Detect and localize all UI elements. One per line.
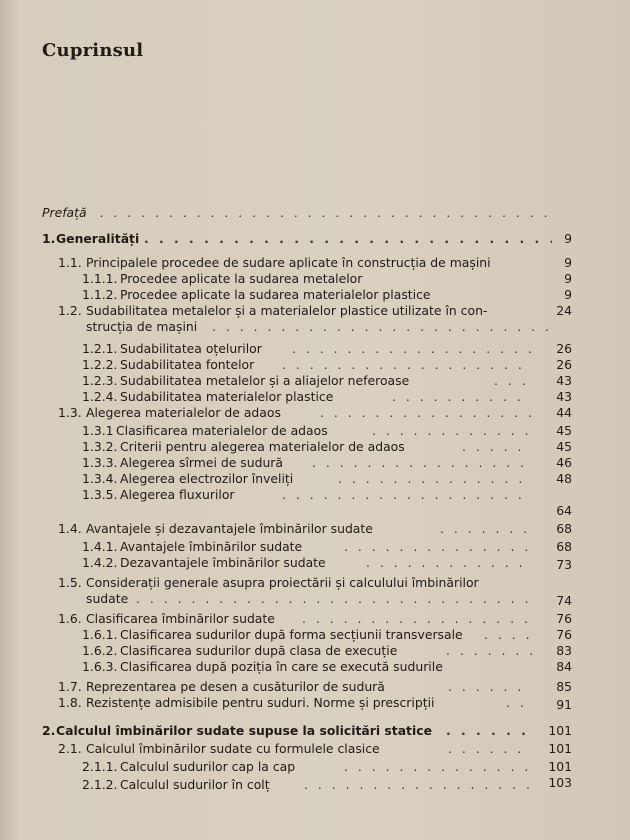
toc-entry-text: Calculul îmbinărilor sudate supuse la solicitări statice <box>56 723 432 738</box>
toc-entry-number: 1.6.3. <box>82 659 118 674</box>
toc-leader-dots <box>344 758 532 775</box>
toc-entry-number: 1.2.3. <box>82 373 118 388</box>
toc-entry-1-3-5 <box>82 486 532 503</box>
toc-entry-1-3-3 <box>82 454 532 471</box>
toc-leader-dots <box>282 486 532 503</box>
toc-entry-1-2-continued <box>86 318 548 335</box>
toc-entry-1-2-3 <box>82 372 532 389</box>
toc-entry-text: Sudabilitatea fontelor <box>120 357 255 372</box>
toc-entry-number: 1.2.1. <box>82 341 118 356</box>
toc-entry-text: Principalele procedee de sudare aplicate în construcția de mașini <box>86 255 491 270</box>
toc-page-number: 26 <box>556 357 572 372</box>
toc-entry-text: strucția de mașini <box>86 319 198 334</box>
toc-entry-text: Sudabilitatea metalelor și a materialelor plastice utilizate în con- <box>86 303 488 318</box>
toc-page-number: 45 <box>556 439 572 454</box>
toc-leader-dots <box>304 776 532 793</box>
toc-entry-number: 1.6.2. <box>82 643 118 658</box>
toc-entry-number: 1.3.2. <box>82 439 118 454</box>
toc-page-number: 101 <box>548 723 572 738</box>
toc-entry-1-2-4 <box>82 388 532 405</box>
toc-entry-1-5 <box>58 574 548 591</box>
toc-entry-1-1-1 <box>82 270 548 287</box>
toc-page-number: 43 <box>556 373 572 388</box>
toc-leader-dots <box>144 230 552 247</box>
toc-leader-dots <box>344 538 532 555</box>
toc-entry-text: Rezistențe admisibile pentru suduri. Norme și prescripții <box>86 695 435 710</box>
toc-page-number: 26 <box>556 341 572 356</box>
toc-entry-text: Alegerea sîrmei de sudură <box>120 455 283 470</box>
toc-leader-dots <box>440 520 532 537</box>
toc-page-number: 83 <box>556 643 572 658</box>
toc-entry-1-5-continued <box>86 590 532 607</box>
toc-entry-number: 1.3.3. <box>82 455 118 470</box>
toc-entry-number: 1.1. <box>58 255 82 270</box>
toc-page-number: 84 <box>556 659 572 674</box>
toc-entry-1-6-2 <box>82 642 532 659</box>
toc-entry-text: Alegerea fluxurilor <box>120 487 235 502</box>
toc-page-number: 68 <box>556 539 572 554</box>
toc-entry-1-1 <box>58 254 548 271</box>
toc-leader-dots <box>446 722 532 739</box>
toc-entry-1-6-3 <box>82 658 532 675</box>
toc-page-number: 76 <box>556 627 572 642</box>
toc-entry-1-2-2 <box>82 356 532 373</box>
toc-entry-number: 1.1.1. <box>82 271 118 286</box>
toc-page-number: 9 <box>564 231 572 246</box>
toc-entry-text: Dezavantajele îmbinărilor sudate <box>120 555 326 570</box>
toc-entry-text: Sudabilitatea materialelor plastice <box>120 389 334 404</box>
toc-entry-number: 1.6.1. <box>82 627 118 642</box>
toc-page-number: 24 <box>556 303 572 318</box>
toc-page-number: 64 <box>556 503 572 518</box>
toc-entry-number: 1.3.5. <box>82 487 118 502</box>
toc-leader-dots <box>100 204 552 221</box>
toc-leader-dots <box>302 610 532 627</box>
toc-entry-1-4 <box>58 520 532 537</box>
toc-entry-1-1-2 <box>82 286 548 303</box>
toc-entry-text: Calculul sudurilor cap la cap <box>120 759 296 774</box>
toc-entry-number: 1.7. <box>58 679 82 694</box>
toc-page-number: 9 <box>564 287 572 302</box>
toc-entry-number: 1.3.4. <box>82 471 118 486</box>
toc-leader-dots <box>448 740 532 757</box>
toc-entry-2-1-2 <box>82 776 532 793</box>
toc-entry-text: Clasificarea materialelor de adaos <box>116 423 328 438</box>
toc-entry-text: Sudabilitatea oțelurilor <box>120 341 262 356</box>
toc-entry-text: Procedee aplicate la sudarea metalelor <box>120 271 363 286</box>
toc-entry-text: Criterii pentru alegerea materialelor de adaos <box>120 439 405 454</box>
toc-page-number: 45 <box>556 423 572 438</box>
page-title: Cuprinsul <box>42 40 144 61</box>
toc-entry-1-3 <box>58 404 532 421</box>
toc-page-number: 43 <box>556 389 572 404</box>
toc-page-number: 9 <box>564 255 572 270</box>
toc-entry-number: 2.1. <box>58 741 82 756</box>
toc-entry-number: 1.6. <box>58 611 82 626</box>
toc-entry-text: sudate <box>86 591 129 606</box>
toc-page-number: 101 <box>548 759 572 774</box>
toc-entry-number: 1.2. <box>58 303 82 318</box>
toc-entry-1-3-1 <box>82 422 532 439</box>
toc-entry-number: 1.3.1 <box>82 423 114 438</box>
toc-entry-number: 1. <box>42 231 56 246</box>
toc-page-number: 48 <box>556 471 572 486</box>
toc-leader-dots <box>338 470 532 487</box>
toc-entry-preface <box>42 204 552 221</box>
toc-entry-number: 2. <box>42 723 56 738</box>
toc-leader-dots <box>446 642 532 659</box>
toc-entry-number: 1.4. <box>58 521 82 536</box>
toc-page-number: 91 <box>556 697 572 712</box>
toc-entry-number: 1.2.2. <box>82 357 118 372</box>
toc-entry-2-1-1 <box>82 758 532 775</box>
toc-entry-1-4-2 <box>82 554 532 571</box>
toc-leader-dots <box>320 404 532 421</box>
toc-entry-number: 1.1.2. <box>82 287 118 302</box>
toc-leader-dots <box>372 422 532 439</box>
toc-entry-text: Clasificarea sudurilor după forma secțiunii transversale <box>120 627 463 642</box>
toc-entry-text: Calculul îmbinărilor sudate cu formulele clasice <box>86 741 380 756</box>
toc-entry-1-3-4 <box>82 470 532 487</box>
toc-entry-number: 2.1.2. <box>82 777 118 792</box>
toc-entry-chapter-2 <box>42 722 532 739</box>
toc-entry-1-8 <box>58 694 532 711</box>
toc-entry-number: 1.4.2. <box>82 555 118 570</box>
toc-entry-text: Generalități <box>56 231 140 246</box>
toc-leader-dots <box>462 438 532 455</box>
toc-entry-number: 1.2.4. <box>82 389 118 404</box>
toc-leader-dots <box>312 454 532 471</box>
toc-page-number: 76 <box>556 611 572 626</box>
toc-page-number: 44 <box>556 405 572 420</box>
toc-leader-dots <box>494 372 532 389</box>
toc-page-number: 85 <box>556 679 572 694</box>
toc-page-number: 103 <box>548 775 572 790</box>
toc-entry-text: Clasificarea după poziția în care se execută sudurile <box>120 659 443 674</box>
toc-page-number: 101 <box>548 741 572 756</box>
toc-page-number: 73 <box>556 557 572 572</box>
toc-entry-1-2-1 <box>82 340 532 357</box>
toc-entry-chapter-1 <box>42 230 552 247</box>
toc-entry-text: Avantajele și dezavantajele îmbinărilor sudate <box>86 521 373 536</box>
toc-entry-text: Prefață <box>42 205 87 220</box>
toc-entry-text: Clasificarea sudurilor după clasa de execuție <box>120 643 398 658</box>
toc-entry-text: Procedee aplicate la sudarea materialelor plastice <box>120 287 431 302</box>
toc-leader-dots <box>506 694 532 711</box>
toc-entry-text: Reprezentarea pe desen a cusăturilor de sudură <box>86 679 385 694</box>
toc-entry-1-6-1 <box>82 626 532 643</box>
toc-entry-1-3-2 <box>82 438 532 455</box>
toc-leader-dots <box>392 388 532 405</box>
toc-leader-dots <box>366 554 532 571</box>
toc-entry-number: 1.5. <box>58 575 82 590</box>
toc-entry-number: 2.1.1. <box>82 759 118 774</box>
toc-leader-dots <box>212 318 548 335</box>
toc-entry-number: 1.8. <box>58 695 82 710</box>
toc-entry-text: Sudabilitatea metalelor și a aliajelor neferoase <box>120 373 410 388</box>
toc-entry-text: Calculul sudurilor în colț <box>120 777 270 792</box>
toc-leader-dots <box>484 626 532 643</box>
toc-leader-dots <box>292 340 532 357</box>
toc-entry-2-1 <box>58 740 532 757</box>
toc-entry-number: 1.3. <box>58 405 82 420</box>
toc-entry-text: Alegerea materialelor de adaos <box>86 405 281 420</box>
toc-entry-text: Avantajele îmbinărilor sudate <box>120 539 303 554</box>
toc-entry-1-2 <box>58 302 548 319</box>
toc-page-number: 74 <box>556 593 572 608</box>
toc-entry-1-6 <box>58 610 532 627</box>
toc-entry-1-4-1 <box>82 538 532 555</box>
toc-page-number: 46 <box>556 455 572 470</box>
toc-page-number: 9 <box>564 271 572 286</box>
toc-entry-text: Considerații generale asupra proiectării și calculului îmbinărilor <box>86 575 479 590</box>
toc-leader-dots <box>282 356 532 373</box>
toc-entry-text: Alegerea electrozilor înveliți <box>120 471 294 486</box>
toc-leader-dots <box>136 590 532 607</box>
toc-entry-number: 1.4.1. <box>82 539 118 554</box>
toc-entry-text: Clasificarea îmbinărilor sudate <box>86 611 275 626</box>
toc-page-number: 68 <box>556 521 572 536</box>
toc-entry-1-7 <box>58 678 532 695</box>
toc-leader-dots <box>448 678 532 695</box>
